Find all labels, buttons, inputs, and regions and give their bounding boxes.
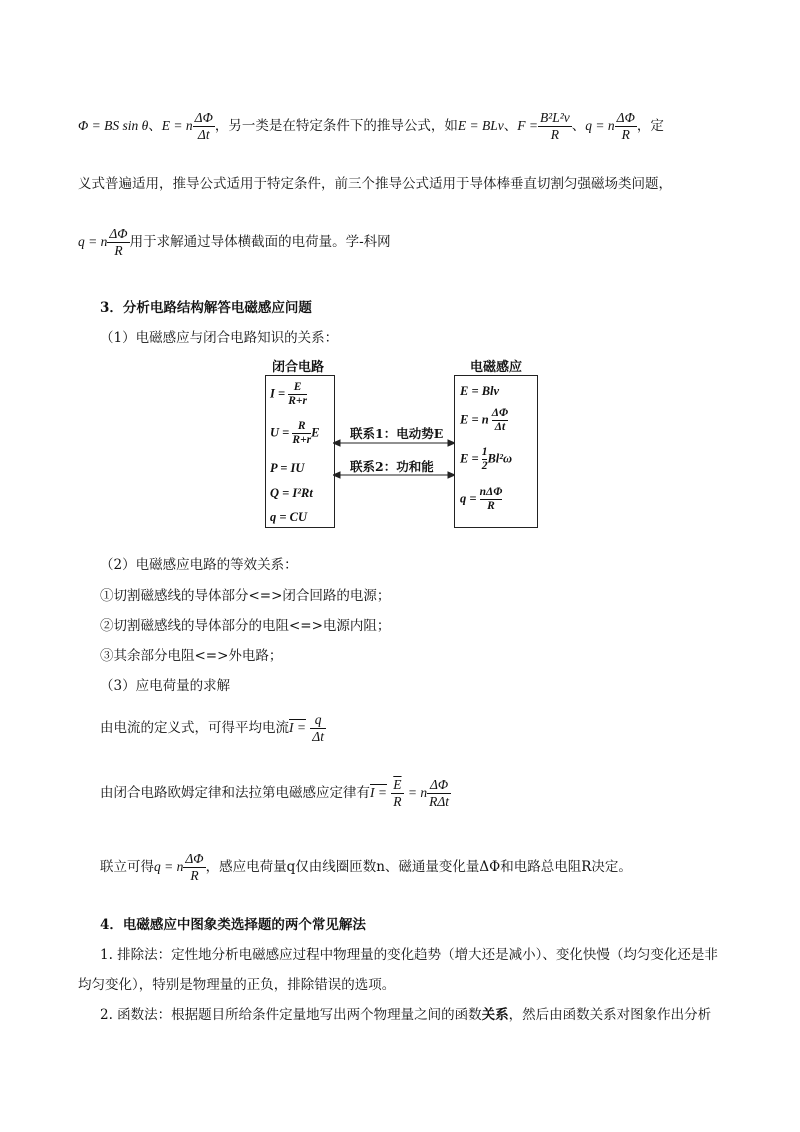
flux-over-rt-fraction [427,777,451,810]
emf-fraction [193,110,215,143]
link-label-emf: 联系1：电动势E [350,426,444,441]
right-item-blv: E = Blv [460,384,500,398]
section-4-heading: 4．电磁感应中图象类选择题的两个常见解法 [100,917,366,933]
left-item-current [270,381,307,408]
separator: 、 [503,118,518,134]
fraction [292,420,311,447]
emf-over-r-fraction [391,777,403,810]
charge-formula-lhs: q = n [585,118,615,133]
emf-blv-formula: E = BLv [457,118,504,133]
right-item-charge [460,486,502,513]
numerator: B²L²v [538,110,572,127]
denominator: RΔt [429,794,449,810]
subheading-3: （3）应电荷量的求解 [100,678,231,694]
right-box-title: 电磁感应 [470,360,523,375]
charge-formula-lhs: q = n [78,234,108,250]
formula-line-3 [78,226,391,259]
text: 联立可得 [100,859,154,876]
numerator: R [292,420,311,434]
lhs: I = [270,386,286,401]
subheading-2: （2）电磁感应电路的等效关系： [100,557,298,573]
denominator: R+r [288,395,307,408]
numerator: q [310,712,326,729]
denominator: R [550,127,559,142]
current-definition-line [100,712,326,745]
denominator: R [393,794,402,810]
denominator: Δt [494,421,506,434]
left-item-charge: q = CU [270,510,307,524]
lhs: U = [270,425,290,440]
left-item-heat: Q = I²Rt [270,486,313,500]
denominator: R [190,868,199,884]
tail: E [311,425,320,440]
fraction [492,407,508,434]
numerator: ΔΦ [615,110,637,127]
numerator: ΔΦ [183,851,205,868]
flux-formula: Φ = BS sin θ [78,118,149,133]
force-formula-lhs: F = [517,118,538,133]
right-item-faraday [460,407,508,434]
text: ，然后由函数关系对图象作出分析 [508,1007,712,1023]
charge-result-line [100,851,632,884]
text: ，定 [636,118,664,134]
bold-text: 关系 [481,1007,509,1023]
paragraph-2-line-1 [100,1003,711,1023]
charge-fraction [615,110,637,143]
equals-n: = n [407,785,428,801]
denominator: R+r [292,434,312,447]
charge-fraction [183,851,205,884]
denominator: Δt [312,729,324,745]
denominator: R [487,500,495,513]
denominator: 2 [481,460,488,473]
left-box-title: 闭合电路 [272,360,325,375]
paragraph-line-2: 义式普遍适用，推导公式适用于特定条件，前三个推导公式适用于导体棒垂直切割匀强磁场类问题， [78,176,672,192]
lhs: q = [460,491,477,506]
denominator: Δt [197,127,210,142]
lhs: E = [460,451,479,466]
ohm-law-line [100,777,451,810]
paragraph-1-line-1: 1. 排除法：定性地分析电磁感应过程中物理量的变化趋势（增大还是减小）、变化快慢（均匀变化还是非 [100,947,718,963]
subheading-1: （1）电磁感应与闭合电路知识的关系： [100,330,339,346]
denominator: R [621,127,630,142]
force-fraction [538,110,572,143]
left-item-voltage [270,420,319,447]
text: 2. 函数法：根据题目所给条件定量地写出两个物理量之间的函数 [100,1007,482,1023]
charge-lhs: q = n [154,859,184,875]
avg-current-lhs: I = [289,720,306,736]
equivalence-item-1: ①切割磁感线的导体部分<=>闭合回路的电源； [100,588,391,604]
tail: Bl²ω [487,451,513,466]
fraction [288,381,307,408]
numerator: ΔΦ [427,777,451,794]
equivalence-item-3: ③其余部分电阻<=>外电路； [100,648,283,664]
numerator: ΔΦ [107,226,129,243]
text: 用于求解通过导体横截面的电荷量。学-科网 [129,234,391,251]
text: 由电流的定义式，可得平均电流 [100,720,289,737]
numerator: 1 [482,446,488,460]
emf-formula-lhs: E = n [161,118,193,133]
left-item-power: P = IU [270,461,305,475]
text: ，另一类是在特定条件下的推导公式，如 [214,118,458,134]
charge-fraction [107,226,129,259]
numerator: ΔΦ [492,407,508,421]
right-item-rotation [460,446,512,473]
numerator: E [288,381,307,395]
numerator: nΔΦ [480,486,503,500]
fraction [480,486,503,513]
numerator: ΔΦ [193,110,215,127]
separator: 、 [571,118,586,134]
denominator: R [114,243,123,259]
separator: 、 [148,118,162,134]
paragraph-1-line-2: 均匀变化），特别是物理量的正负，排除错误的选项。 [78,977,396,993]
avg-current-lhs: I = [370,785,387,801]
current-fraction [310,712,326,745]
link-label-energy: 联系2：功和能 [350,459,434,474]
formula-line-1 [78,106,664,146]
section-3-heading: 3．分析电路结构解答电磁感应问题 [100,300,312,316]
numerator: $\overline{E}$ [391,777,403,794]
lhs: E = n [460,412,489,427]
text: ，感应电荷量q仅由线圈匝数n、磁通量变化量ΔΦ和电路总电阻R决定。 [205,859,632,876]
text: 由闭合电路欧姆定律和法拉第电磁感应定律有 [100,785,370,802]
equivalence-item-2: ②切割磁感线的导体部分的电阻<=>电源内阻； [100,618,391,634]
